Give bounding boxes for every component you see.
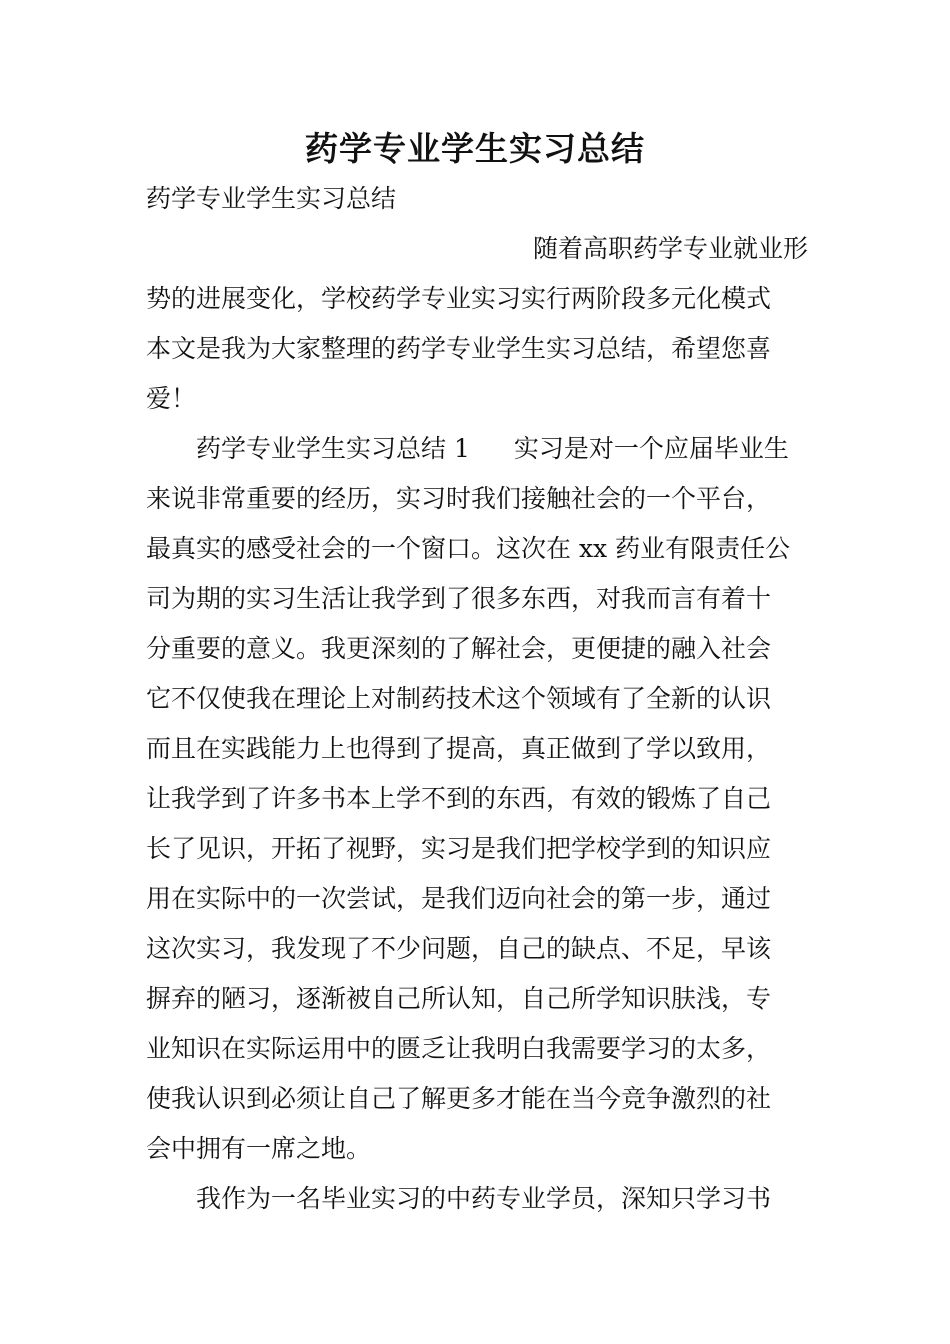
- body-line: 长了见识，开拓了视野，实习是我们把学校学到的知识应: [146, 834, 772, 863]
- section-first-line: [146, 424, 808, 474]
- body-line: 它不仅使我在理论上对制药技术这个领域有了全新的认识: [146, 684, 772, 713]
- body-line: 使我认识到必须让自己了解更多才能在当今竞争激烈的社: [146, 1084, 772, 1113]
- body-line: 用在实际中的一次尝试，是我们迈向社会的第一步，通过: [146, 884, 772, 913]
- body-line: 会中拥有一席之地。: [146, 1134, 372, 1163]
- intro-line: 随着高职药学专业就业形: [532, 234, 808, 263]
- body-line: 业知识在实际运用中的匮乏让我明白我需要学习的太多，: [146, 1034, 772, 1063]
- body-line: 让我学到了许多书本上学不到的东西，有效的锻炼了自己: [146, 784, 772, 813]
- page-title: 药学专业学生实习总结: [305, 129, 645, 168]
- last-paragraph-line: 我作为一名毕业实习的中药专业学员，深知只学习书: [196, 1184, 772, 1213]
- document-subtitle: 药学专业学生实习总结: [146, 184, 397, 213]
- body-line: 分重要的意义。我更深刻的了解社会，更便捷的融入社会: [146, 634, 772, 663]
- body-line: 司为期的实习生活让我学到了很多东西，对我而言有着十: [146, 584, 772, 613]
- intro-line: 爱！: [146, 384, 197, 413]
- body-line: 这次实习，我发现了不少问题，自己的缺点、不足，早该: [146, 934, 772, 963]
- intro-line: 本文是我为大家整理的药学专业学生实习总结，希望您喜: [146, 334, 772, 363]
- body-line: 最真实的感受社会的一个窗口。这次在 xx 药业有限责任公: [146, 534, 791, 563]
- intro-line: 势的进展变化，学校药学专业实习实行两阶段多元化模式: [146, 284, 772, 313]
- section-heading: 药学专业学生实习总结 1: [196, 434, 470, 463]
- body-line: 来说非常重要的经历，实习时我们接触社会的一个平台，: [146, 484, 772, 513]
- body-line: 而且在实践能力上也得到了提高，真正做到了学以致用，: [146, 734, 772, 763]
- section-first-text: 实习是对一个应届毕业生: [513, 434, 789, 463]
- body-line: 摒弃的陋习，逐渐被自己所认知，自己所学知识肤浅，专: [146, 984, 772, 1013]
